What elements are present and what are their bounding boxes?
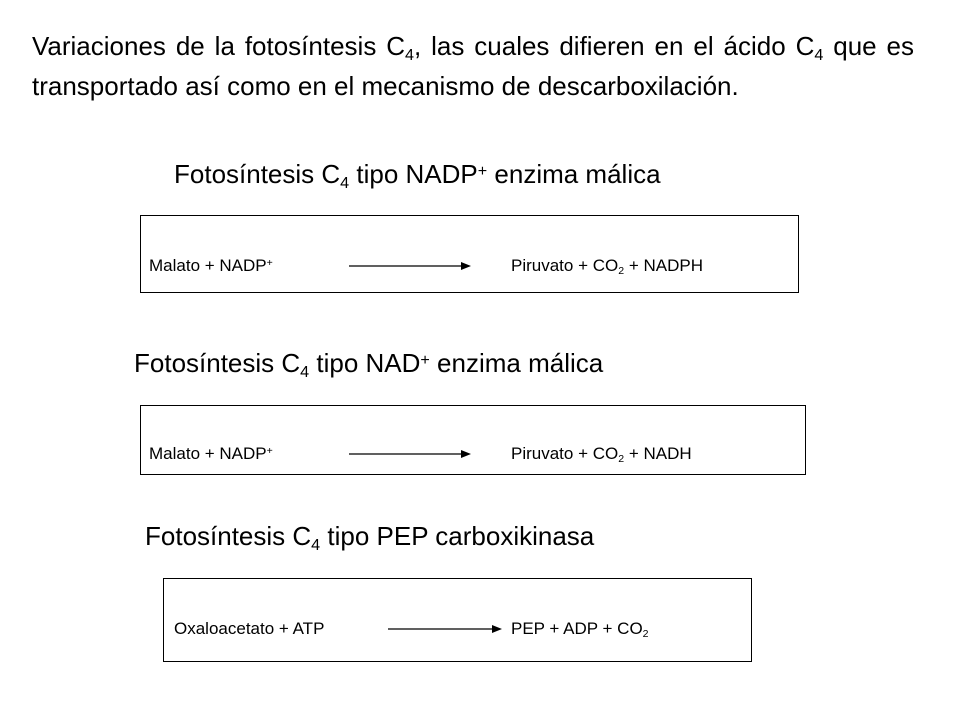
- intro-paragraph: [32, 26, 914, 106]
- product-text: Piruvato + CO: [511, 444, 619, 463]
- heading-superscript: +: [477, 161, 488, 180]
- heading-text: tipo NADP: [349, 159, 478, 189]
- reactant-superscript: +: [266, 445, 273, 458]
- heading-text: tipo NAD: [309, 348, 421, 378]
- product-text: Piruvato + CO: [511, 256, 619, 275]
- intro-subscript-1: 4: [405, 45, 414, 64]
- product-label: [511, 619, 649, 639]
- reactant-superscript: +: [266, 257, 273, 270]
- product-label: [511, 256, 703, 276]
- reactant-text: Malato + NADP: [149, 444, 267, 463]
- heading-text: Fotosíntesis C: [145, 521, 312, 551]
- heading-subscript: 4: [340, 173, 350, 192]
- reactant-label: [149, 444, 273, 464]
- reaction-arrow-icon: [388, 623, 502, 635]
- reaction-arrow-icon: [349, 448, 471, 460]
- reactant-text: Malato + NADP: [149, 256, 267, 275]
- reaction-box-nad: [140, 405, 806, 475]
- heading-text: Fotosíntesis C: [134, 348, 301, 378]
- reactant-label: [149, 256, 273, 276]
- heading-text: enzima málica: [487, 159, 661, 189]
- reactant-text: Oxaloacetato + ATP: [174, 619, 325, 638]
- intro-subscript-2: 4: [814, 45, 824, 64]
- intro-text-1: Variaciones de la fotosíntesis C: [32, 31, 406, 61]
- product-subscript: 2: [642, 627, 649, 640]
- heading-nadp-malic-enzyme: [174, 158, 661, 190]
- heading-nad-malic-enzyme: [134, 347, 603, 379]
- heading-text: tipo PEP carboxikinasa: [320, 521, 595, 551]
- heading-text: enzima málica: [429, 348, 604, 378]
- heading-superscript: +: [420, 350, 430, 369]
- intro-text-2: , las cuales difieren en el ácido C: [413, 31, 815, 61]
- product-text: + NADPH: [624, 256, 703, 275]
- product-subscript: 2: [618, 452, 625, 465]
- product-text: PEP + ADP + CO: [511, 619, 643, 638]
- heading-subscript: 4: [311, 535, 321, 554]
- reaction-box-pep: [163, 578, 752, 662]
- product-subscript: 2: [618, 264, 625, 277]
- reaction-box-nadp: [140, 215, 799, 293]
- reaction-arrow-icon: [349, 260, 471, 272]
- heading-subscript: 4: [300, 362, 310, 381]
- reactant-label: [174, 619, 324, 639]
- heading-pep-carboxykinase: [145, 520, 594, 552]
- intro-text-3: que es transportado así como en el mecanismo de descarboxilación.: [32, 31, 914, 101]
- product-label: [511, 444, 692, 464]
- heading-text: Fotosíntesis C: [174, 159, 341, 189]
- product-text: + NADH: [624, 444, 692, 463]
